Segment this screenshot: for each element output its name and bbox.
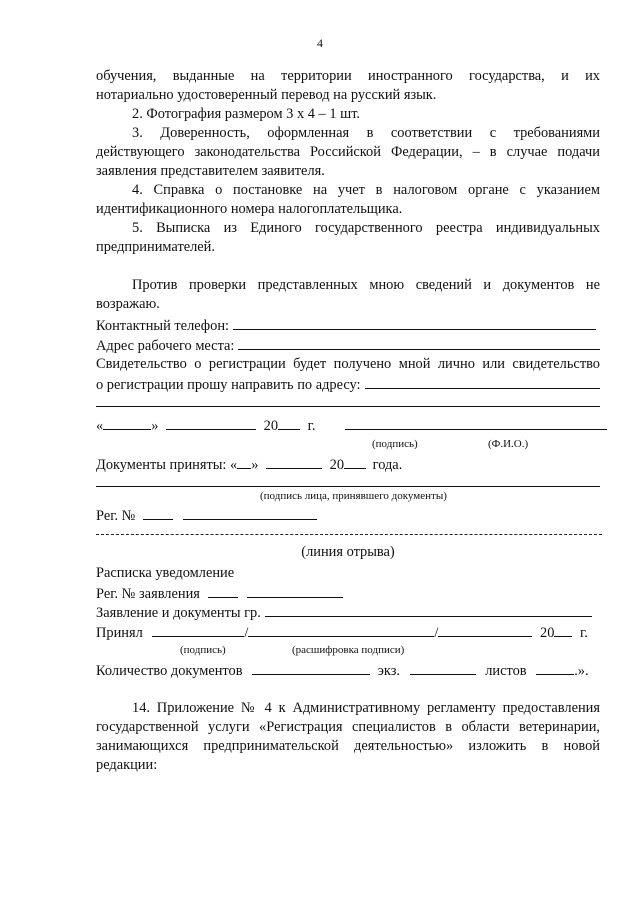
certificate-line-1: Свидетельство о регистрации будет получено мной лично или свидетельство [96, 356, 600, 372]
signature-name-field[interactable] [345, 416, 607, 430]
receipt-copies-label: экз. [377, 663, 400, 679]
address-field[interactable] [238, 336, 600, 350]
reg-no-field-2[interactable] [183, 506, 317, 520]
amendment-line-2: государственной услуги «Регистрация специалистов в области ветеринарии, [96, 719, 600, 735]
docs-year-suffix: года. [372, 457, 403, 473]
list-item-3-line-3: заявления представителем заявителя. [96, 163, 325, 179]
receipt-reg-field-1[interactable] [208, 584, 238, 598]
docs-month-field[interactable] [266, 455, 322, 469]
amendment-line-4: редакции: [96, 757, 158, 773]
receipt-reg-label: Рег. № заявления [96, 586, 200, 602]
acceptor-signature-line[interactable] [96, 486, 600, 487]
intro-line-1: обучения, выданные на территории иностранного государства, и их [96, 68, 600, 84]
receipt-docs-from-field[interactable] [265, 603, 592, 617]
receipt-copies-field[interactable] [410, 661, 476, 675]
receipt-sheets-label: листов [485, 663, 527, 679]
address-row [96, 336, 600, 355]
acceptor-caption: (подпись лица, принявшего документы) [260, 490, 447, 502]
day-field[interactable] [103, 416, 151, 430]
reg-no-row [96, 506, 600, 525]
receipt-signature-field[interactable] [152, 623, 244, 637]
receipt-decode-field[interactable] [248, 623, 434, 637]
receipt-docs-from-row [96, 603, 592, 622]
receipt-count-row [96, 661, 600, 680]
certificate-address-row [96, 375, 600, 394]
fio-caption: (Ф.И.О.) [488, 438, 529, 450]
year-field[interactable] [278, 416, 300, 430]
intro-line-2: нотариально удостоверенный перевод на русский язык. [96, 87, 437, 103]
month-field[interactable] [166, 416, 256, 430]
receipt-accepted-label: Принял [96, 625, 143, 641]
receipt-date-field[interactable] [438, 623, 532, 637]
consent-line-2: возражаю. [96, 296, 160, 312]
phone-field[interactable] [233, 316, 596, 330]
list-item-5-line-2: предпринимателей. [96, 239, 215, 255]
address-label: Адрес рабочего места: [96, 338, 235, 354]
amendment-line-1: 14. Приложение № 4 к Административному регламенту предоставления [132, 700, 600, 716]
docs-accepted-close: » [251, 457, 259, 473]
signature-caption: (подпись) [372, 438, 418, 450]
list-item-4-line-1: 4. Справка о постановке на учет в налоговом органе с указанием [132, 182, 600, 198]
certificate-address-extra-line[interactable] [96, 406, 600, 407]
receipt-reg-row [96, 584, 600, 603]
list-item-5-line-1: 5. Выписка из Единого государственного реестра индивидуальных [132, 220, 600, 236]
receipt-signature-caption: (подпись) [180, 644, 226, 656]
receipt-sheets-field[interactable] [536, 661, 574, 675]
docs-accepted-row [96, 455, 600, 474]
receipt-year-suffix: г. [580, 625, 588, 641]
list-item-3-line-2: действующего законодательства Российской Федерации, – в случае подачи [96, 144, 600, 160]
certificate-line-2: о регистрации прошу направить по адресу: [96, 377, 361, 393]
date-signature-row [96, 416, 600, 435]
phone-row [96, 316, 596, 335]
amendment-line-3: занимающихся предпринимательской деятельностью» изложить в новой [96, 738, 600, 754]
reg-no-field-1[interactable] [143, 506, 173, 520]
receipt-slash-1: / [244, 625, 249, 641]
docs-day-field[interactable] [237, 455, 251, 469]
year-suffix: г. [307, 418, 316, 434]
reg-no-label: Рег. № [96, 508, 136, 524]
phone-label: Контактный телефон: [96, 318, 230, 334]
receipt-accepted-row [96, 623, 600, 642]
docs-accepted-label: Документы приняты: « [96, 457, 238, 473]
receipt-slash-2: / [434, 625, 439, 641]
consent-line-1: Против проверки представленных мною сведений и документов не [132, 277, 600, 293]
certificate-address-field[interactable] [365, 375, 600, 389]
page-number: 4 [317, 36, 323, 50]
list-item-4-line-2: идентификационного номера налогоплательщика. [96, 201, 403, 217]
receipt-count-label: Количество документов [96, 663, 243, 679]
receipt-year-field[interactable] [554, 623, 572, 637]
receipt-reg-field-2[interactable] [247, 584, 343, 598]
year-prefix: 20 [263, 418, 279, 434]
docs-year-prefix: 20 [329, 457, 345, 473]
receipt-count-field[interactable] [252, 661, 370, 675]
list-item-2: 2. Фотография размером 3 х 4 – 1 шт. [132, 106, 361, 122]
receipt-decode-caption: (расшифровка подписи) [292, 644, 405, 656]
receipt-year-prefix: 20 [540, 625, 555, 641]
list-item-3-line-1: 3. Доверенность, оформленная в соответствии с требованиями [132, 125, 600, 141]
receipt-end-mark: .». [574, 663, 589, 679]
tear-line-label: (линия отрыва) [301, 544, 395, 560]
receipt-docs-from-label: Заявление и документы гр. [96, 605, 261, 621]
date-open: « [96, 418, 104, 434]
tear-line [96, 534, 602, 535]
docs-year-field[interactable] [344, 455, 366, 469]
receipt-title: Расписка уведомление [96, 565, 235, 581]
date-close: » [151, 418, 159, 434]
